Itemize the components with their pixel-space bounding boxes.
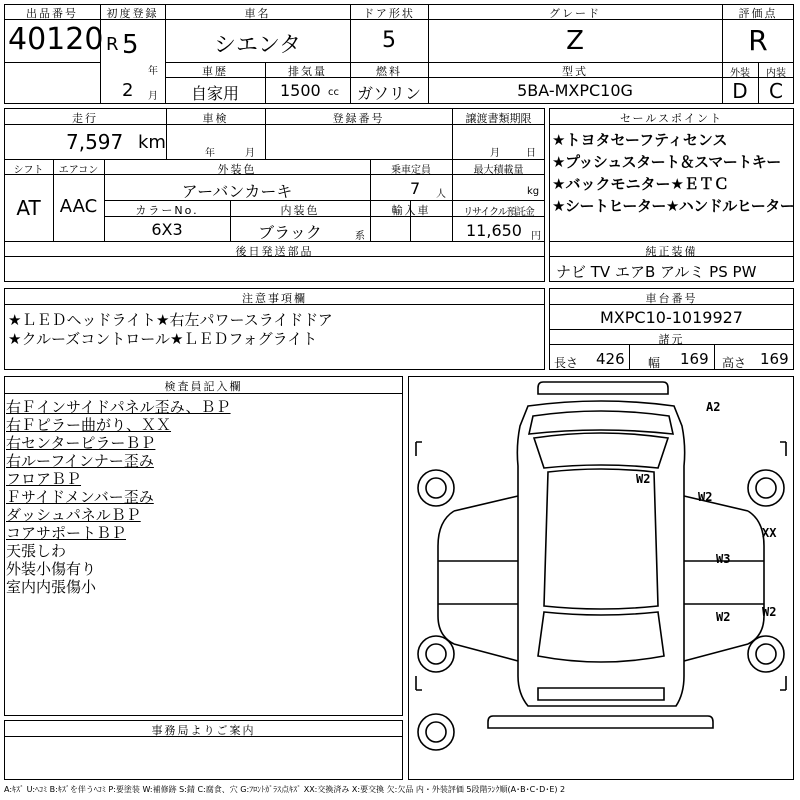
damage-mark: W2 xyxy=(716,610,731,624)
int-label: 内装 xyxy=(766,68,786,79)
rating-value: R xyxy=(748,24,768,57)
doors-value: 5 xyxy=(382,28,396,53)
interior-unit: 系 xyxy=(355,231,365,242)
capacity-unit: 人 xyxy=(436,189,446,200)
width-label: 幅 xyxy=(648,356,661,370)
car-name: シエンタ xyxy=(213,33,302,58)
chassis-number: MXPC10-1019927 xyxy=(600,308,743,327)
plate-label: 登録番号 xyxy=(332,112,385,125)
history-value: 自家用 xyxy=(190,84,239,103)
damage-mark: XX xyxy=(762,526,777,540)
mileage-value: 7,597 xyxy=(66,130,124,154)
lot-number: 40120 xyxy=(8,22,104,57)
sales-line-1: ★トヨタセーフティセンス xyxy=(552,131,728,149)
history-label: 車歴 xyxy=(202,65,228,78)
shift-label: シフト xyxy=(13,165,44,176)
docs-day-unit: 日 xyxy=(526,148,536,159)
docs-month-unit: 月 xyxy=(490,148,500,159)
disp-label: 排気量 xyxy=(288,65,327,78)
inspector-line-4: 右ルーフインナー歪み xyxy=(6,452,154,470)
legend-text: A:ｷｽﾞ U:ﾍｺﾐ B:ｷｽﾞを伴うﾍｺﾐ P:要塗装 W:補修跡 S:錆 C:腐食、穴 G:ﾌﾛﾝﾄｶﾞﾗｽ点ｷｽﾞ XX:交換済み X:要交換 欠:欠品 内・外装評価 5段階ﾗﾝｸ順(A･B･C･D･E) 2 xyxy=(4,785,566,794)
chassis-label: 車台番号 xyxy=(645,292,698,305)
disp-unit: cc xyxy=(328,87,339,98)
interior-value: ブラック xyxy=(258,223,322,242)
length-label: 長さ xyxy=(554,356,579,370)
notes-line-1: ★ＬＥＤヘッドライト★右左パワースライドドア xyxy=(8,311,333,329)
int-value: C xyxy=(769,79,783,103)
mileage-label: 走行 xyxy=(72,112,98,125)
recycle-label: リサイクル預託金 xyxy=(463,207,534,218)
recycle-value: 11,650 xyxy=(466,221,522,240)
import-label: 輸入車 xyxy=(391,204,431,217)
damage-mark: W3 xyxy=(716,552,731,566)
interior-label: 内装色 xyxy=(280,204,320,217)
lot-label: 出品番号 xyxy=(26,7,78,20)
inspector-line-2: 右Ｆピラー曲がり、ＸＸ xyxy=(6,416,172,434)
length-value: 426 xyxy=(596,350,625,368)
year-number: 5 xyxy=(122,30,139,60)
ext-label: 外装 xyxy=(730,68,750,79)
insp-month-unit: 月 xyxy=(245,148,255,159)
name-label: 車名 xyxy=(244,7,271,20)
shift-value: AT xyxy=(16,196,41,220)
later-parts-label: 後日発送部品 xyxy=(235,245,314,258)
disp-value: 1500 xyxy=(280,81,321,100)
year-unit: 年 xyxy=(148,66,158,77)
width-value: 169 xyxy=(680,350,709,368)
car-diagram xyxy=(408,376,794,780)
height-label: 高さ xyxy=(722,356,747,370)
load-unit: kg xyxy=(527,186,540,197)
sales-label: セールスポイント xyxy=(619,112,723,125)
recycle-unit: 円 xyxy=(531,231,541,242)
inspector-line-5: フロアＢＰ xyxy=(6,470,82,488)
equip-label: 純正装備 xyxy=(645,245,698,258)
model-value: 5BA-MXPC10G xyxy=(517,81,633,100)
ac-value: AAC xyxy=(59,196,98,217)
damage-mark: W2 xyxy=(762,605,777,619)
exterior-label: 外装色 xyxy=(217,163,257,176)
damage-mark: W2 xyxy=(698,490,713,504)
fuel-label: 燃料 xyxy=(376,65,402,78)
inspector-line-9: 天張しわ xyxy=(6,542,67,560)
docs-label: 譲渡書類期限 xyxy=(465,112,532,125)
inspector-line-11: 室内内張傷小 xyxy=(6,578,97,596)
insp-year-unit: 年 xyxy=(205,148,215,159)
grade-label: グレード xyxy=(549,7,601,20)
capacity-value: 7 xyxy=(410,179,421,198)
damage-mark: A2 xyxy=(706,400,721,414)
color-no-value: 6X3 xyxy=(151,220,183,239)
inspector-line-7: ダッシュパネルＢＰ xyxy=(6,506,141,524)
inspection-label: 車検 xyxy=(202,112,229,125)
sales-line-3: ★バックモニター★ＥＴＣ xyxy=(552,175,729,193)
ext-value: D xyxy=(732,79,748,103)
rating-label: 評価点 xyxy=(738,7,778,20)
inspector-line-6: Ｆサイドメンバー歪み xyxy=(6,488,154,506)
ac-label: エアコン xyxy=(58,165,99,176)
month-number: 2 xyxy=(122,80,134,101)
sales-line-4: ★シートヒーター★ハンドルヒーター xyxy=(552,197,795,215)
month-unit: 月 xyxy=(148,91,158,102)
inspector-label: 検査員記入欄 xyxy=(164,380,243,393)
notes-line-2: ★クルーズコントロール★ＬＥＤフォグライト xyxy=(8,330,318,348)
first-reg-label: 初度登録 xyxy=(106,7,159,20)
inspector-line-3: 右センターピラーＢＰ xyxy=(6,434,156,452)
damage-mark: W2 xyxy=(636,472,651,486)
era-letter: R xyxy=(106,34,119,55)
capacity-label: 乗車定員 xyxy=(391,165,431,176)
doors-label: ドア形状 xyxy=(363,7,415,20)
load-label: 最大積載量 xyxy=(473,165,524,176)
color-no-label: カラーNo. xyxy=(135,204,199,217)
height-value: 169 xyxy=(760,350,789,368)
mileage-unit: km xyxy=(138,132,166,153)
sales-line-2: ★プッシュスタート＆スマートキー xyxy=(552,153,781,171)
model-label: 型式 xyxy=(562,65,588,78)
equip-value: ナビ TV エアB アルミ PS PW xyxy=(556,263,757,281)
notes-label: 注意事項欄 xyxy=(242,292,307,305)
fuel-value: ガソリン xyxy=(356,84,421,103)
inspector-line-10: 外装小傷有り xyxy=(6,560,97,578)
inspector-line-1: 右Ｆインサイドパネル歪み、ＢＰ xyxy=(6,398,231,416)
exterior-value: アーバンカーキ xyxy=(181,182,293,201)
dims-label: 諸元 xyxy=(658,333,685,346)
grade-value: Z xyxy=(566,26,584,56)
office-label: 事務局よりご案内 xyxy=(151,724,256,737)
inspector-line-8: コアサポートＢＰ xyxy=(6,524,127,542)
